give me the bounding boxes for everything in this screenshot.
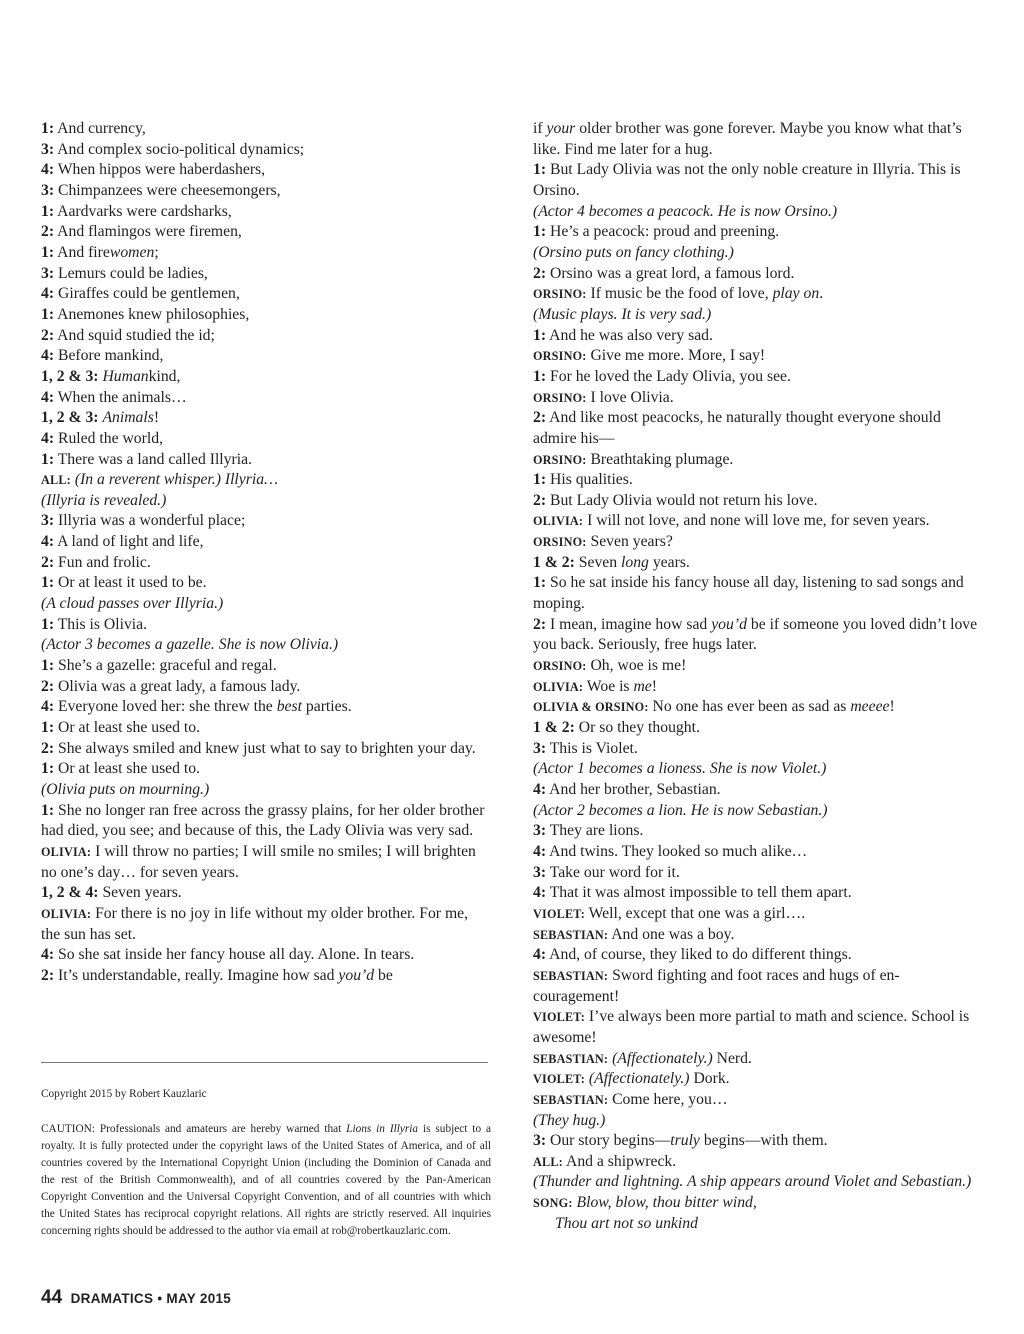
dialogue-line [533, 863, 978, 884]
dialogue-line [533, 904, 978, 925]
speaker-label: SONG: [533, 1196, 573, 1211]
line-text: Giraffes could be gentlemen, [58, 285, 240, 303]
line-text: Or at least she used to. [58, 719, 201, 737]
emphasis-text: Human [102, 367, 149, 385]
line-text: He’s a peacock: proud and preening. [550, 223, 780, 241]
speaker-label: 4: [41, 347, 55, 365]
magazine-name-date: DRAMATICS • MAY 2015 [70, 1291, 232, 1306]
caution-text-end: is subject to a royalty. It is fully protected under the copyright laws of the United States of America, and of all countries covered by the International Copyright Union (including the Dominion of Canada and the rest of the British Commonwealth), and of all countries covered by the Pan-American Copyright Convention and the Universal Copyright Convention, and of all countries with which the United States has reciprocal copyright relations. All rights are strictly reserved. All inquiries concerning rights should be addressed to the author via email at rob@robertkauzlaric.com. [41, 1123, 491, 1237]
speaker-label: 4: [41, 533, 55, 551]
line-text: And squid studied the id; [57, 326, 215, 344]
line-text: Chimpanzees were cheesemongers, [58, 181, 281, 199]
dialogue-line [41, 202, 488, 223]
line-text: Seven years. [102, 884, 182, 902]
speaker-label: 1: [533, 471, 547, 489]
line-text: She’s a gazelle: graceful and regal. [58, 657, 277, 675]
line-text-end: Dork. [689, 1070, 730, 1088]
line-text: And, of course, they liked to do different things. [549, 946, 852, 964]
emphasis-text: your [546, 120, 576, 137]
speaker-label: 2: [41, 553, 55, 571]
emphasis-text: Thou art not so unkind [555, 1214, 698, 1232]
speaker-label: SEBASTIAN: [533, 927, 609, 942]
line-text: Our story begins— [550, 1132, 671, 1150]
dialogue-line [41, 305, 488, 326]
dialogue-line [533, 780, 978, 801]
emphasis-text: you’d [711, 615, 747, 633]
line-text: No one has ever been as sad as [652, 698, 851, 716]
speaker-label: OLIVIA & ORSINO: [533, 700, 649, 715]
dialogue-line [41, 904, 488, 945]
dialogue-line [41, 181, 488, 202]
line-text: They are lions. [549, 822, 644, 840]
left-column [41, 119, 488, 987]
stage-direction: (They hug.) [533, 1111, 606, 1129]
dialogue-line [41, 759, 488, 780]
emphasis-text: (Affectionately.) [588, 1070, 690, 1088]
line-text: Or at least she used to. [58, 760, 201, 778]
dialogue-line [533, 264, 978, 285]
dialogue-line [533, 553, 978, 574]
speaker-label: 4: [533, 946, 547, 964]
stage-direction: (Thunder and lightning. A ship appears around Violet and Sebastian.) [533, 1173, 972, 1191]
emphasis-text: meeee [850, 698, 890, 716]
speaker-label: 1: [533, 326, 547, 344]
line-text: Come here, you… [612, 1090, 728, 1108]
line-text: But Lady Olivia was not the only noble creature in Illyria. This is Orsino. [533, 161, 961, 199]
dialogue-line [41, 222, 488, 243]
dialogue-line [41, 284, 488, 305]
line-text: When hippos were haberdashers, [57, 161, 266, 179]
speaker-label: 1 & 2: [533, 553, 575, 571]
speaker-label: SEBASTIAN: [533, 1092, 609, 1107]
dialogue-line [41, 842, 488, 883]
line-text: I mean, imagine how sad [550, 615, 712, 633]
speaker-label: 1: [41, 719, 55, 737]
speaker-label: ORSINO: [533, 349, 587, 364]
speaker-label: 3: [533, 739, 547, 757]
line-text-end: parties. [301, 698, 352, 716]
line-text: For he loved the Lady Olivia, you see. [550, 367, 791, 385]
dialogue-line [533, 1069, 978, 1090]
speaker-label: ORSINO: [533, 659, 587, 674]
dialogue-line [533, 491, 978, 512]
line-text: That it was almost impossible to tell them apart. [549, 884, 852, 902]
speaker-label: OLIVIA: [533, 514, 584, 529]
line-text: Seven [578, 553, 622, 571]
emphasis-text: you’d [338, 966, 375, 984]
line-text: And currency, [57, 120, 146, 137]
dialogue-line [41, 553, 488, 574]
stage-direction: (Actor 3 becomes a gazelle. She is now Olivia.) [41, 636, 339, 654]
line-text: It’s understandable, really. Imagine how sad [58, 966, 339, 984]
dialogue-line [533, 408, 978, 449]
line-text: Olivia was a great lady, a famous lady. [58, 677, 301, 695]
line-text: This is Violet. [549, 739, 638, 757]
dialogue-line [533, 346, 978, 367]
speaker-label: 1: [533, 161, 547, 179]
line-text-end: ! [153, 409, 160, 427]
speaker-label: 2: [533, 615, 547, 633]
speaker-label: 4: [533, 781, 547, 798]
speaker-label: 4: [533, 884, 547, 902]
dialogue-line [41, 160, 488, 181]
speaker-label: 1: [41, 202, 55, 220]
dialogue-line [533, 966, 978, 1007]
speaker-label: 2: [41, 223, 55, 241]
speaker-label: 4: [41, 388, 55, 406]
dialogue-line [533, 1007, 978, 1048]
dialogue-line [41, 264, 488, 285]
line-text: A land of light and life, [57, 533, 204, 551]
speaker-label: 1: [41, 657, 55, 675]
line-text: She always smiled and knew just what to say to brighten your day. [58, 739, 476, 757]
dialogue-line [533, 284, 978, 305]
speaker-label: 3: [533, 822, 547, 840]
speaker-label: ALL: [41, 473, 71, 488]
line-text-end: begins—with them. [699, 1132, 828, 1150]
dialogue-line [533, 160, 978, 201]
line-text: His qualities. [550, 471, 633, 489]
line-text: And her brother, Sebastian. [549, 781, 721, 798]
dialogue-line [41, 573, 488, 594]
stage-direction: (Music plays. It is very sad.) [533, 305, 712, 323]
speaker-label: 1: [41, 305, 55, 323]
emphasis-text: Animals [102, 409, 154, 427]
speaker-label: 1 & 2: [533, 719, 575, 737]
copyright-notice: Copyright 2015 by Robert Kauzlaric [41, 1088, 207, 1100]
line-text: Orsino was a great lord, a famous lord. [550, 264, 795, 282]
dialogue-line [533, 326, 978, 347]
line-text-end: Nerd. [712, 1049, 752, 1067]
speaker-label: 3: [533, 863, 547, 881]
speaker-label: 1, 2 & 3: [41, 367, 99, 385]
emphasis-text: play on [772, 285, 820, 303]
line-text: For there is no joy in life without my older brother. For me, the sun has set. [41, 904, 469, 943]
line-text: There was a land called Illyria. [57, 450, 252, 468]
dialogue-line [533, 573, 978, 614]
line-text-end: ! [889, 698, 895, 716]
stage-direction: (Illyria is revealed.) [41, 491, 167, 509]
dialogue-line [533, 1049, 978, 1070]
speaker-label: 1: [41, 450, 55, 468]
line-text-end: ; [154, 243, 159, 261]
speaker-label: 1: [533, 223, 547, 241]
dialogue-line [41, 656, 488, 677]
dialogue-line [41, 883, 488, 904]
dialogue-line [533, 119, 978, 160]
speaker-label: 2: [533, 491, 547, 509]
footnote-divider [41, 1062, 488, 1063]
line-text: Well, except that one was a girl…. [588, 904, 806, 922]
dialogue-line [533, 367, 978, 388]
dialogue-line [533, 1214, 978, 1235]
line-text-end: kind, [148, 367, 181, 385]
line-text: Sword fighting and foot races and hugs of en-couragement! [533, 966, 900, 1005]
dialogue-line [41, 801, 488, 842]
speaker-label: 1: [533, 574, 547, 592]
speaker-label: 1: [41, 760, 55, 778]
line-text: And fire [57, 243, 110, 261]
line-text: Fun and frolic. [58, 553, 151, 571]
speaker-label: 3: [41, 181, 55, 199]
line-text: Anemones knew philosophies, [57, 305, 250, 323]
speaker-label: 1, 2 & 3: [41, 409, 99, 427]
speaker-label: SEBASTIAN: [533, 1051, 609, 1066]
dialogue-line [533, 388, 978, 409]
line-text: I’ve always been more partial to math and science. School is awesome! [533, 1008, 970, 1046]
speaker-label: 4: [41, 161, 55, 179]
line-text: Woe is [586, 677, 634, 695]
line-text: I will throw no parties; I will smile no smiles; I will brighten no one’s day… for seven years. [41, 842, 476, 881]
dialogue-line [41, 532, 488, 553]
line-text-end: years. [648, 553, 690, 571]
speaker-label: 1: [41, 615, 55, 633]
line-text-end: older brother was gone forever. Maybe you know what that’s like. Find me later for a hug. [533, 120, 962, 158]
dialogue-line [533, 842, 978, 863]
line-text: And like most peacocks, he naturally thought everyone should admire his— [533, 409, 941, 447]
line-text: She no longer ran free across the grassy plains, for her older brother had died, you see; and because of this, the Lady Olivia was very sad. [41, 801, 485, 840]
speaker-label: 2: [533, 409, 547, 427]
speaker-label: 1: [41, 574, 55, 592]
speaker-label: 1: [41, 120, 55, 137]
dialogue-line [533, 739, 978, 760]
dialogue-line [533, 470, 978, 491]
speaker-label: 2: [41, 326, 55, 344]
dialogue-line [533, 945, 978, 966]
dialogue-line [41, 966, 488, 987]
dialogue-line [41, 677, 488, 698]
stage-direction: (Actor 2 becomes a lion. He is now Sebastian.) [533, 801, 828, 819]
dialogue-line [533, 615, 978, 656]
dialogue-line [533, 1090, 978, 1111]
speaker-label: 4: [41, 698, 55, 716]
speaker-label: ORSINO: [533, 535, 587, 550]
dialogue-line [41, 697, 488, 718]
line-text: I will not love, and none will love me, for seven years. [587, 512, 930, 530]
speaker-label: VIOLET: [533, 1010, 585, 1025]
line-text: Before mankind, [58, 347, 164, 365]
line-text: Lemurs could be ladies, [58, 264, 208, 282]
line-text-end: be [374, 966, 393, 984]
dialogue-line [41, 511, 488, 532]
line-text: But Lady Olivia would not return his love. [550, 491, 818, 509]
dialogue-line [41, 739, 488, 760]
speaker-label: 2: [41, 739, 55, 757]
dialogue-line [533, 450, 978, 471]
line-text: When the animals… [57, 388, 187, 406]
line-text-end: ! [651, 677, 657, 695]
line-text-end: . [819, 285, 824, 303]
line-text: And one was a boy. [611, 925, 735, 943]
speaker-label: VIOLET: [533, 906, 585, 921]
emphasis-text: long [621, 553, 649, 571]
dialogue-line [41, 326, 488, 347]
line-text: I love Olivia. [590, 388, 674, 406]
caution-text-start: CAUTION: Professionals and amateurs are hereby warned that [41, 1123, 347, 1135]
page-footer [41, 1287, 231, 1309]
line-text: And a shipwreck. [565, 1152, 677, 1170]
emphasis-text: Blow, blow, thou bitter wind, [576, 1194, 757, 1212]
dialogue-line [533, 656, 978, 677]
speaker-label: 1, 2 & 4: [41, 884, 99, 902]
line-text-end: be if someone you loved didn’t love you back. Seriously, free hugs later. [533, 615, 978, 654]
emphasis-text: best [276, 698, 302, 716]
dialogue-line [533, 1193, 978, 1214]
line-text: And twins. They looked so much alike… [549, 842, 808, 860]
dialogue-line [533, 677, 978, 698]
speaker-label: 1: [41, 243, 55, 261]
line-text: Take our word for it. [549, 863, 680, 881]
stage-direction: (Olivia puts on mourning.) [41, 781, 210, 798]
line-text: Or at least it used to be. [58, 574, 207, 592]
emphasis-text: (In a reverent whisper.) Illyria… [74, 471, 279, 489]
speaker-label: 1: [41, 801, 55, 819]
right-column [533, 119, 978, 1234]
dialogue-line [533, 883, 978, 904]
play-title: Lions in Illyria [346, 1123, 419, 1135]
dialogue-line [41, 367, 488, 388]
dialogue-line [533, 222, 978, 243]
stage-direction: (Actor 4 becomes a peacock. He is now Orsino.) [533, 202, 838, 220]
dialogue-line [41, 615, 488, 636]
speaker-label: OLIVIA: [41, 844, 92, 859]
dialogue-line [41, 945, 488, 966]
emphasis-text: truly [670, 1132, 700, 1150]
line-text: Or so they thought. [578, 719, 700, 737]
speaker-label: 4: [41, 285, 55, 303]
line-text: Aardvarks were cardsharks, [57, 202, 232, 220]
line-text: Ruled the world, [58, 429, 164, 447]
line-text: And complex socio-political dynamics; [57, 140, 305, 158]
dialogue-line [533, 511, 978, 532]
caution-notice [41, 1121, 491, 1240]
line-text: Breathtaking plumage. [590, 450, 734, 468]
speaker-label: VIOLET: [533, 1072, 585, 1087]
speaker-label: 4: [533, 842, 547, 860]
speaker-label: OLIVIA: [533, 679, 584, 694]
line-text: Give me more. More, I say! [590, 347, 766, 365]
dialogue-line [533, 821, 978, 842]
dialogue-line [533, 718, 978, 739]
speaker-label: 3: [41, 140, 55, 158]
page-number: 44 [41, 1287, 63, 1308]
speaker-label: ALL: [533, 1154, 563, 1169]
dialogue-line [533, 1131, 978, 1152]
dialogue-line [533, 697, 978, 718]
dialogue-line [41, 408, 488, 429]
line-text: If music be the food of love, [590, 285, 773, 303]
speaker-label: ORSINO: [533, 452, 587, 467]
emphasis-text: women [109, 243, 155, 261]
line-text: Everyone loved her: she threw the [58, 698, 277, 716]
speaker-label: 4: [41, 429, 55, 447]
speaker-label: 3: [41, 264, 55, 282]
line-text: And he was also very sad. [549, 326, 713, 344]
line-text: And flamingos were firemen, [57, 223, 242, 241]
line-text: Oh, woe is me! [590, 657, 687, 675]
stage-direction: (Orsino puts on fancy clothing.) [533, 243, 734, 261]
line-text: So she sat inside her fancy house all day. Alone. In tears. [58, 946, 415, 964]
line-text: if [533, 120, 547, 137]
speaker-label: ORSINO: [533, 287, 587, 302]
dialogue-line [41, 140, 488, 161]
dialogue-line [41, 119, 488, 140]
line-text: So he sat inside his fancy house all day, listening to sad songs and moping. [533, 574, 964, 613]
dialogue-line [41, 450, 488, 471]
speaker-label: 2: [41, 677, 55, 695]
speaker-label: OLIVIA: [41, 906, 92, 921]
emphasis-text: (Affectionately.) [612, 1049, 713, 1067]
speaker-label: 2: [41, 966, 55, 984]
stage-direction: (Actor 1 becomes a lioness. She is now Violet.) [533, 760, 827, 778]
emphasis-text: me [633, 677, 652, 695]
dialogue-line [41, 243, 488, 264]
speaker-label: 2: [533, 264, 547, 282]
dialogue-line [41, 388, 488, 409]
dialogue-line [41, 346, 488, 367]
line-text: Seven years? [590, 533, 673, 551]
speaker-label: 1: [533, 367, 547, 385]
speaker-label: ORSINO: [533, 390, 587, 405]
line-text: This is Olivia. [57, 615, 148, 633]
dialogue-line [41, 470, 488, 491]
line-text: Illyria was a wonderful place; [58, 512, 246, 530]
speaker-label: 3: [533, 1132, 547, 1150]
dialogue-line [533, 925, 978, 946]
dialogue-line [533, 1152, 978, 1173]
stage-direction: (A cloud passes over Illyria.) [41, 595, 224, 613]
speaker-label: 3: [41, 512, 55, 530]
dialogue-line [41, 429, 488, 450]
dialogue-line [41, 718, 488, 739]
speaker-label: SEBASTIAN: [533, 968, 609, 983]
speaker-label: 4: [41, 946, 55, 964]
dialogue-line [533, 532, 978, 553]
